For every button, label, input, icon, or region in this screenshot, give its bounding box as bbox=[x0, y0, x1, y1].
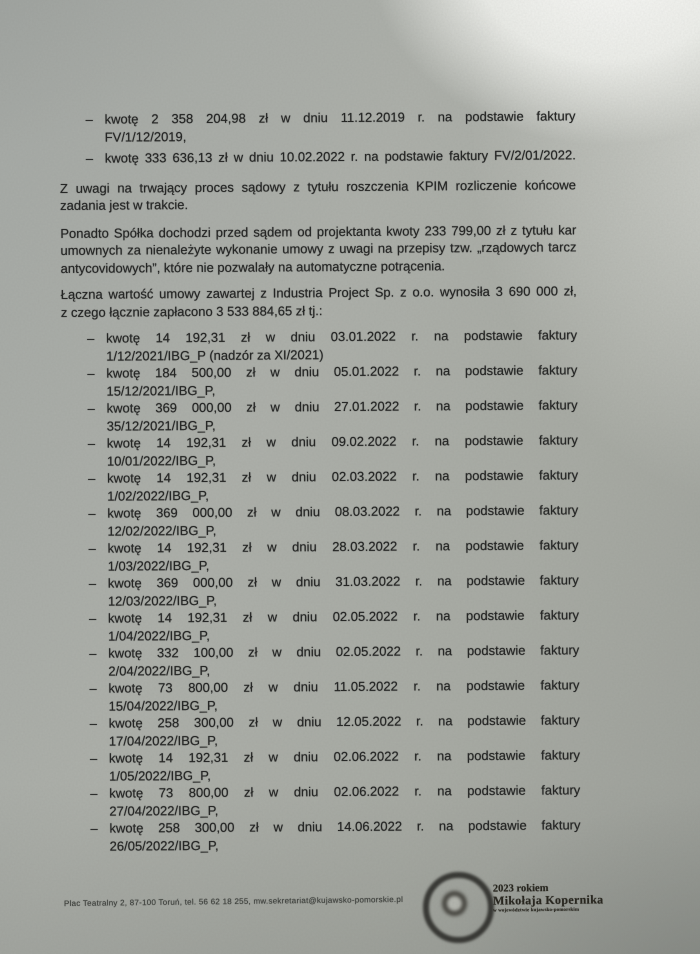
payment-amount-line: kwotę 369 000,00 zł w dniu 31.03.2022 r. na podstawie faktury bbox=[107, 572, 579, 591]
payment-list-item bbox=[63, 676, 579, 715]
payment-list-item bbox=[64, 711, 580, 750]
payment-invoice-line: 15/12/2021/IBG_P, bbox=[106, 382, 216, 399]
paragraph-penalties bbox=[60, 221, 576, 277]
payment-list-item bbox=[64, 746, 580, 785]
payments-list bbox=[61, 326, 581, 855]
paragraph-line: z czego łącznie zapłacono 3 533 884,65 zł tj.: bbox=[60, 302, 323, 320]
paragraph-line: Z uwagi na trwający proces sądowy z tytułu roszczenia KPIM rozliczenie końcowe bbox=[59, 176, 577, 196]
list-dash-icon: – bbox=[87, 365, 95, 381]
list-dash-icon: – bbox=[89, 645, 97, 661]
payment-invoice-line: 26/05/2022/IBG_P, bbox=[109, 837, 219, 854]
list-dash-icon: – bbox=[89, 680, 97, 696]
copernicus-anniversary-logo-icon bbox=[423, 872, 494, 943]
list-dash-icon: – bbox=[87, 435, 96, 451]
payment-invoice-line: 1/05/2022/IBG_P, bbox=[109, 767, 211, 784]
payment-amount-line: kwotę 258 300,00 zł w dniu 12.05.2022 r. na podstawie faktury bbox=[108, 712, 580, 731]
logo-caption-line-3: w województwie kujawsko-pomorskim bbox=[493, 907, 580, 914]
payment-invoice-line: 12/02/2022/IBG_P, bbox=[107, 522, 217, 539]
list-dash-icon: – bbox=[88, 505, 96, 521]
paragraph-line: Łączna wartość umowy zawartej z Industria Project Sp. z o.o. wynosiła 3 690 000 zł, bbox=[60, 283, 577, 302]
payment-list-item bbox=[61, 361, 577, 400]
paragraph-line: zadania jest w trakcie. bbox=[60, 197, 189, 213]
logo-center-dot-icon bbox=[442, 891, 467, 916]
payment-invoice-line: 1/04/2022/IBG_P, bbox=[108, 627, 210, 644]
payment-amount-line: kwotę 14 192,31 zł w dniu 09.02.2022 r. na podstawie faktury bbox=[106, 432, 578, 451]
payment-list-item bbox=[61, 326, 577, 365]
list-dash-icon: – bbox=[90, 785, 98, 801]
paragraph-contract-total bbox=[61, 282, 577, 321]
payment-invoice-line: 27/04/2022/IBG_P, bbox=[109, 802, 219, 819]
payment-invoice-line: 12/03/2022/IBG_P, bbox=[107, 592, 217, 609]
payment-list-item bbox=[62, 501, 578, 540]
list-dash-icon: – bbox=[87, 330, 95, 346]
payment-amount-line: kwotę 14 192,31 zł w dniu 28.03.2022 r. na podstawie faktury bbox=[107, 537, 579, 556]
list-dash-icon: – bbox=[88, 540, 96, 556]
payment-list-item bbox=[64, 816, 580, 855]
payment-list-item bbox=[63, 606, 579, 645]
payment-list-item bbox=[62, 396, 578, 435]
payment-amount-line: kwotę 14 192,31 zł w dniu 02.06.2022 r. na podstawie faktury bbox=[108, 747, 581, 766]
payment-invoice-line: 2/04/2022/IBG_P, bbox=[108, 662, 211, 679]
payment-amount-line: kwotę 184 500,00 zł w dniu 05.01.2022 r. na podstawie faktury bbox=[106, 362, 578, 381]
payment-list-item bbox=[62, 431, 578, 470]
list-dash-icon: – bbox=[87, 400, 95, 416]
payment-amount-line: kwotę 369 000,00 zł w dniu 27.01.2022 r. na podstawie faktury bbox=[106, 397, 578, 416]
payment-invoice-line: 1/02/2022/IBG_P, bbox=[107, 487, 209, 504]
list-dash-icon: – bbox=[88, 575, 97, 591]
paragraph-court-process bbox=[60, 176, 576, 215]
logo-caption-line-2: Mikołaja Kopernika bbox=[492, 892, 604, 908]
list-dash-icon: – bbox=[89, 715, 98, 731]
payment-amount-line: kwotę 14 192,31 zł w dniu 02.03.2022 r. na podstawie faktury bbox=[106, 467, 579, 486]
list-dash-icon: – bbox=[85, 150, 94, 166]
payment-list-item bbox=[62, 536, 578, 575]
intro-bullet-2 bbox=[60, 146, 576, 167]
payment-amount-line: kwotę 73 800,00 zł w dniu 11.05.2022 r. na podstawie faktury bbox=[108, 677, 580, 696]
payment-amount-line: kwotę 14 192,31 zł w dniu 02.05.2022 r. na podstawie faktury bbox=[107, 607, 580, 626]
payment-invoice-line: 15/04/2022/IBG_P, bbox=[108, 697, 218, 714]
intro-bullet-2-line-1: kwotę 333 636,13 zł w dniu 10.02.2022 r. na podstawie faktury FV/2/01/2022. bbox=[104, 147, 576, 166]
paragraph-line: Ponadto Spółka dochodzi przed sądem od projektanta kwoty 233 799,00 zł z tytułu kar bbox=[60, 221, 577, 241]
paragraph-line: umownych za nienależyte wykonanie umowy z uwagi na przepisy tzw. „rządowych tarcz bbox=[60, 239, 577, 258]
payment-list-item bbox=[62, 466, 578, 505]
payment-invoice-line: 10/01/2022/IBG_P, bbox=[106, 452, 216, 469]
list-dash-icon: – bbox=[87, 470, 96, 486]
intro-bullet-1-line-2: FV/1/12/2019, bbox=[104, 128, 187, 145]
payment-amount-line: kwotę 369 000,00 zł w dniu 08.03.2022 r. na podstawie faktury bbox=[107, 502, 579, 521]
list-dash-icon: – bbox=[90, 820, 98, 836]
document-page-body bbox=[59, 0, 581, 855]
list-dash-icon: – bbox=[85, 111, 93, 127]
payment-amount-line: kwotę 73 800,00 zł w dniu 02.06.2022 r. na podstawie faktury bbox=[109, 782, 581, 801]
payment-list-item bbox=[64, 781, 580, 820]
payment-list-item bbox=[63, 641, 579, 680]
copernicus-anniversary-caption bbox=[493, 882, 604, 913]
payment-invoice-line: 35/12/2021/IBG_P, bbox=[106, 417, 216, 434]
footer-address: Plac Teatralny 2, 87-100 Toruń, tel. 56 62 18 255, mw.sekretariat@kujawsko-pomorskie.pl bbox=[63, 894, 404, 909]
payment-invoice-line: 1/03/2022/IBG_P, bbox=[107, 557, 210, 574]
payment-amount-line: kwotę 332 100,00 zł w dniu 02.05.2022 r. na podstawie faktury bbox=[108, 642, 580, 661]
payment-amount-line: kwotę 14 192,31 zł w dniu 03.01.2022 r. na podstawie faktury bbox=[106, 327, 578, 346]
intro-bullet-1 bbox=[59, 107, 575, 146]
payment-list-item bbox=[63, 571, 579, 610]
paragraph-line: antycovidowych”, które nie pozwalały na automatyczne potrącenia. bbox=[60, 257, 446, 276]
list-dash-icon: – bbox=[89, 750, 98, 766]
payment-invoice-line: 17/04/2022/IBG_P, bbox=[108, 732, 218, 749]
list-dash-icon: – bbox=[88, 610, 97, 626]
payment-amount-line: kwotę 258 300,00 zł w dniu 14.06.2022 r. na podstawie faktury bbox=[109, 817, 581, 836]
logo-caption-line-1: 2023 rokiem bbox=[492, 882, 549, 895]
intro-bullet-1-line-1: kwotę 2 358 204,98 zł w dniu 11.12.2019 r. na podstawie faktury bbox=[104, 108, 576, 127]
payment-invoice-line: 1/12/2021/IBG_P (nadzór za XI/2021) bbox=[106, 346, 324, 364]
